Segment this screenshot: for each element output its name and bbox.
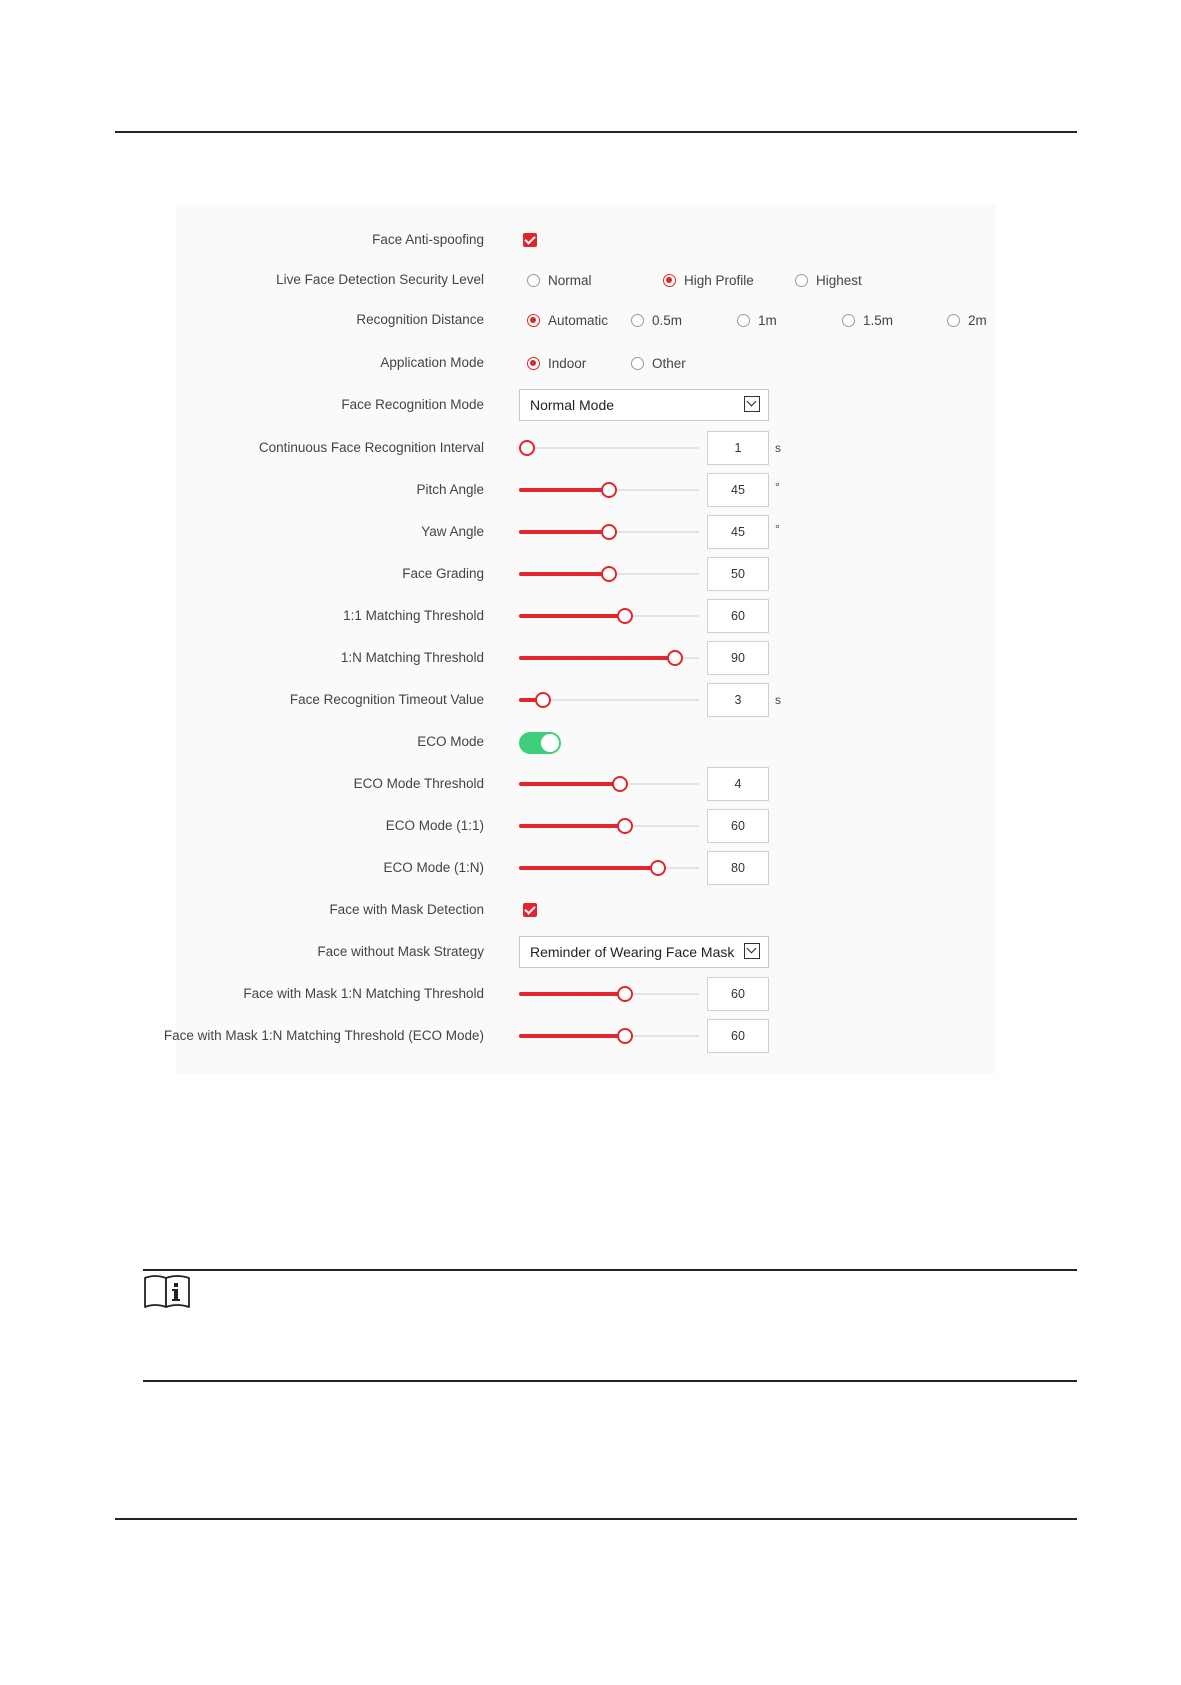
radio-1-5m-circle[interactable] — [842, 314, 855, 327]
live-face-level-label: Live Face Detection Security Level — [276, 272, 484, 287]
slider-thumb[interactable] — [601, 482, 617, 498]
without-mask-strategy-select[interactable] — [519, 936, 769, 968]
face-grading-slider[interactable] — [519, 556, 699, 592]
mask-1-n-eco-slider[interactable] — [519, 1018, 699, 1054]
slider-thumb[interactable] — [612, 776, 628, 792]
mask-1-n-eco-input[interactable]: 60 — [707, 1019, 769, 1053]
slider-thumb[interactable] — [601, 524, 617, 540]
slider-fill — [519, 488, 609, 492]
eco-threshold-row — [176, 766, 996, 802]
eco-threshold-input[interactable]: 4 — [707, 767, 769, 801]
radio-high-profile-label: High Profile — [684, 272, 754, 288]
without-mask-strategy-row — [176, 934, 996, 970]
radio-1-5m-label: 1.5m — [863, 312, 894, 328]
recognition-distance-row — [176, 302, 996, 338]
radio-1m-circle[interactable] — [737, 314, 750, 327]
slider-thumb[interactable] — [617, 1028, 633, 1044]
note-bottom-rule — [143, 1380, 1077, 1382]
matching-1-1-label: 1:1 Matching Threshold — [343, 608, 484, 623]
slider-fill — [519, 698, 537, 702]
live-face-level-row — [176, 262, 996, 298]
face-grading-row — [176, 556, 996, 592]
mask-detection-checkbox[interactable] — [523, 903, 537, 917]
yaw-angle-row — [176, 514, 996, 550]
mask-1-n-eco-label: Face with Mask 1:N Matching Threshold (ECO Mode) — [163, 1028, 484, 1043]
slider-fill — [519, 530, 609, 534]
mask-1-n-label: Face with Mask 1:N Matching Threshold — [243, 986, 484, 1001]
yaw-angle-label: Yaw Angle — [421, 524, 484, 539]
radio-2m-label: 2m — [968, 312, 987, 328]
note-top-rule — [143, 1269, 1077, 1271]
application-mode-label: Application Mode — [380, 355, 484, 370]
slider-thumb[interactable] — [519, 440, 535, 456]
yaw-angle-input[interactable]: 45 — [707, 515, 769, 549]
pitch-angle-row — [176, 472, 996, 508]
radio-automatic[interactable] — [527, 302, 608, 338]
matching-1-n-row — [176, 640, 996, 676]
face-anti-spoofing-checkbox[interactable] — [523, 233, 537, 247]
face-recognition-mode-row — [176, 387, 996, 423]
eco-threshold-slider[interactable] — [519, 766, 699, 802]
eco-1-n-input[interactable]: 80 — [707, 851, 769, 885]
mask-1-n-slider[interactable] — [519, 976, 699, 1012]
radio-other-label: Other — [652, 355, 686, 371]
eco-mode-row — [176, 724, 996, 760]
pitch-angle-label: Pitch Angle — [416, 482, 484, 497]
radio-indoor-circle[interactable] — [527, 357, 540, 370]
face-anti-spoofing-row — [176, 222, 996, 258]
slider-thumb[interactable] — [535, 692, 551, 708]
timeout-value-input[interactable]: 3 — [707, 683, 769, 717]
radio-automatic-circle[interactable] — [527, 314, 540, 327]
mask-1-n-input[interactable]: 60 — [707, 977, 769, 1011]
continuous-interval-row — [176, 430, 996, 466]
header-rule — [115, 131, 1077, 133]
slider-thumb[interactable] — [617, 608, 633, 624]
radio-1-5m[interactable] — [842, 302, 893, 338]
matching-1-n-label: 1:N Matching Threshold — [340, 650, 484, 665]
face-recognition-mode-value: Normal Mode — [530, 397, 615, 413]
chevron-down-icon[interactable] — [744, 396, 760, 412]
radio-automatic-label: Automatic — [548, 312, 609, 328]
radio-indoor-label: Indoor — [548, 355, 587, 371]
radio-highest[interactable] — [795, 262, 862, 298]
radio-normal-label: Normal — [548, 272, 592, 288]
slider-fill — [519, 782, 622, 786]
face-anti-spoofing-label: Face Anti-spoofing — [372, 232, 484, 247]
continuous-interval-label: Continuous Face Recognition Interval — [258, 440, 484, 455]
radio-1m[interactable] — [737, 302, 777, 338]
radio-normal-circle[interactable] — [527, 274, 540, 287]
radio-0-5m[interactable] — [631, 302, 682, 338]
eco-1-1-slider[interactable] — [519, 808, 699, 844]
radio-highest-label: Highest — [816, 272, 862, 288]
slider-fill — [519, 614, 627, 618]
eco-1-n-slider[interactable] — [519, 850, 699, 886]
mask-detection-row — [176, 892, 996, 928]
application-mode-row — [176, 345, 996, 381]
eco-threshold-label: ECO Mode Threshold — [353, 776, 484, 791]
face-grading-input[interactable]: 50 — [707, 557, 769, 591]
eco-1-1-label: ECO Mode (1:1) — [385, 818, 484, 833]
radio-other-circle[interactable] — [631, 357, 644, 370]
eco-1-1-row — [176, 808, 996, 844]
info-book-icon — [143, 1274, 191, 1310]
slider-thumb[interactable] — [650, 860, 666, 876]
recognition-distance-label: Recognition Distance — [356, 312, 484, 327]
radio-other[interactable] — [631, 345, 686, 381]
face-recognition-mode-select[interactable] — [519, 389, 769, 421]
matching-1-n-slider[interactable] — [519, 640, 699, 676]
matching-1-1-input[interactable]: 60 — [707, 599, 769, 633]
radio-high-profile[interactable] — [663, 262, 754, 298]
radio-normal[interactable] — [527, 262, 592, 298]
slider-thumb[interactable] — [601, 566, 617, 582]
eco-1-1-input[interactable]: 60 — [707, 809, 769, 843]
radio-0-5m-label: 0.5m — [652, 312, 683, 328]
eco-mode-label: ECO Mode — [417, 734, 484, 749]
face-grading-label: Face Grading — [402, 566, 484, 581]
timeout-value-label: Face Recognition Timeout Value — [289, 692, 484, 707]
mask-detection-label: Face with Mask Detection — [329, 902, 484, 917]
slider-fill — [519, 866, 663, 870]
slider-fill — [519, 992, 627, 996]
eco-1-n-row — [176, 850, 996, 886]
radio-indoor[interactable] — [527, 345, 586, 381]
without-mask-strategy-value: Reminder of Wearing Face Mask — [530, 944, 735, 960]
timeout-value-unit: s — [775, 693, 781, 707]
footer-rule — [115, 1518, 1077, 1520]
continuous-interval-unit: s — [775, 441, 781, 455]
slider-fill — [519, 572, 609, 576]
face-recognition-mode-label: Face Recognition Mode — [341, 397, 484, 412]
continuous-interval-slider[interactable] — [519, 430, 699, 466]
matching-1-1-slider[interactable] — [519, 598, 699, 634]
continuous-interval-input[interactable]: 1 — [707, 431, 769, 465]
radio-2m-circle[interactable] — [947, 314, 960, 327]
slider-thumb[interactable] — [617, 986, 633, 1002]
mask-1-n-row — [176, 976, 996, 1012]
timeout-value-slider[interactable] — [519, 682, 699, 718]
mask-1-n-eco-row — [163, 1018, 996, 1054]
eco-mode-toggle[interactable] — [519, 732, 561, 754]
slider-track — [519, 447, 699, 449]
eco-1-n-label: ECO Mode (1:N) — [383, 860, 484, 875]
timeout-value-row — [176, 682, 996, 718]
pitch-angle-unit: ° — [775, 480, 780, 494]
without-mask-strategy-label: Face without Mask Strategy — [317, 944, 484, 959]
radio-1m-label: 1m — [758, 312, 777, 328]
radio-high-profile-circle[interactable] — [663, 274, 676, 287]
slider-thumb[interactable] — [667, 650, 683, 666]
slider-fill — [519, 656, 681, 660]
yaw-angle-slider[interactable] — [519, 514, 699, 550]
chevron-down-icon[interactable] — [744, 943, 760, 959]
slider-fill — [519, 824, 627, 828]
pitch-angle-slider[interactable] — [519, 472, 699, 508]
yaw-angle-unit: ° — [775, 522, 780, 536]
radio-2m[interactable] — [947, 302, 987, 338]
pitch-angle-input[interactable]: 45 — [707, 473, 769, 507]
matching-1-1-row — [176, 598, 996, 634]
slider-fill — [519, 1034, 627, 1038]
slider-thumb[interactable] — [617, 818, 633, 834]
matching-1-n-input[interactable]: 90 — [707, 641, 769, 675]
radio-highest-circle[interactable] — [795, 274, 808, 287]
radio-0-5m-circle[interactable] — [631, 314, 644, 327]
